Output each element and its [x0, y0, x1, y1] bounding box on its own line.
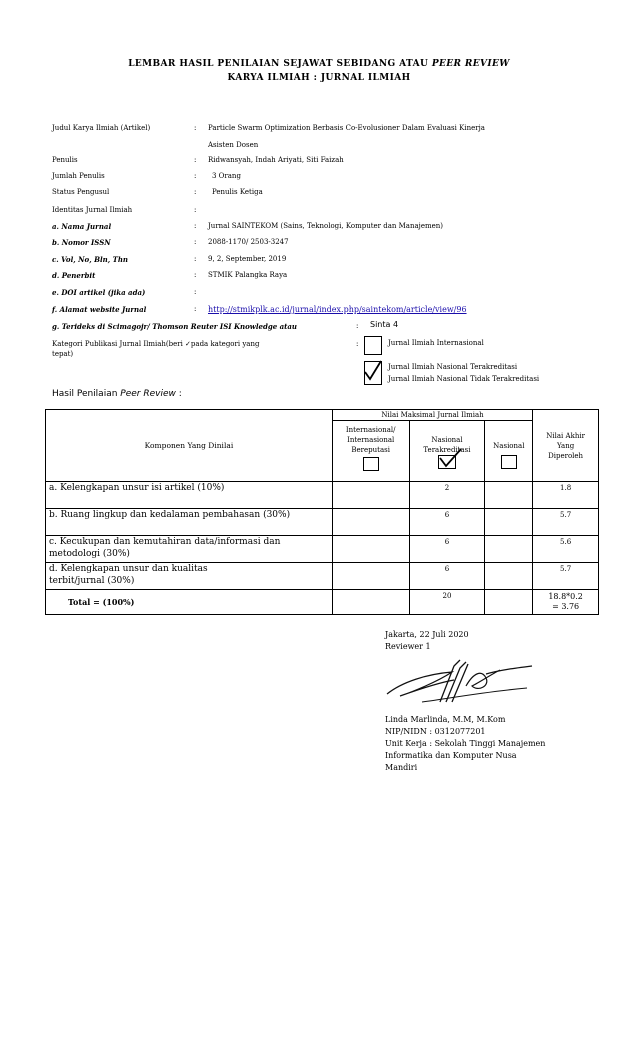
final-cell: 5.7: [533, 509, 599, 536]
judul-value: Particle Swarm Optimization Berbasis Co-Evolusioner Dalam Evaluasi Kinerja: [208, 124, 485, 132]
max-cell: 6: [409, 509, 485, 536]
terindeks-label: g. Terideks di Scimagojr/ Thomson Reuter ISI Knowledge atau: [52, 322, 298, 331]
table-row: [46, 482, 599, 509]
jumlah-value: 3 Orang: [212, 172, 241, 180]
identitas-label: Identitas Jurnal Ilmiah: [52, 206, 133, 214]
colon: :: [194, 188, 197, 196]
colon: :: [194, 222, 197, 230]
status-label: Status Pengusul: [52, 188, 110, 196]
check-icon: [437, 448, 463, 468]
reviewer-unit-cont: Informatika dan Komputer Nusa: [385, 751, 517, 760]
hasil-prefix: Hasil Penilaian: [52, 389, 121, 399]
table-row: [46, 563, 599, 590]
criteria-cell: a. Kelengkapan unsur isi artikel (10%): [46, 482, 333, 509]
vol-value: 9, 2, September, 2019: [208, 255, 287, 263]
issn-value: 2088-1170/ 2503-3247: [208, 238, 289, 246]
empty-cell: [332, 590, 409, 615]
penulis-label: Penulis: [52, 156, 78, 164]
kategori-option-2: Jurnal Ilmiah Nasional Terakreditasi: [388, 363, 518, 371]
col-nasional-terakreditasi: [409, 421, 485, 482]
check-icon: [364, 360, 382, 382]
hasil-penilaian-label: [52, 389, 182, 399]
kategori-label: Kategori Publikasi Jurnal Ilmiah(beri ✓pada kategori yang: [52, 340, 260, 348]
empty-cell: [332, 563, 409, 590]
kategori-option-1: Jurnal Ilmiah Internasional: [388, 339, 484, 347]
colon: :: [194, 156, 197, 164]
table-row: [46, 536, 599, 563]
reviewer-unit: Unit Kerja : Sekolah Tinggi Manajemen: [385, 739, 546, 748]
col-internasional-text: Internasional/ Internasional Bereputasi: [345, 426, 396, 454]
total-final-line2: = 3.76: [552, 602, 580, 611]
colon: :: [194, 305, 197, 313]
komponen-header: Komponen Yang Dinilai: [46, 410, 333, 482]
max-cell: 6: [409, 536, 485, 563]
colon: :: [194, 288, 197, 296]
title-line1-text: LEMBAR HASIL PENILAIAN SEJAWAT SEBIDANG ATAU: [128, 59, 432, 69]
document-subtitle: KARYA ILMIAH : JURNAL ILMIAH: [227, 73, 411, 83]
colon: :: [194, 172, 197, 180]
final-cell: 5.6: [533, 536, 599, 563]
colon: :: [356, 322, 359, 330]
empty-cell: [485, 482, 533, 509]
nama-jurnal-label: a. Nama Jurnal: [52, 222, 112, 231]
criteria-cell: [46, 536, 333, 563]
journal-url-link[interactable]: http://stmikplk.ac.id/jurnal/index.php/saintekom/article/view/96: [208, 305, 467, 314]
total-final-line1: 18.8*0.2: [548, 592, 583, 601]
document-title: [0, 59, 638, 69]
empty-cell: [485, 509, 533, 536]
status-value: Penulis Ketiga: [212, 188, 263, 196]
criteria-cell: [46, 563, 333, 590]
empty-cell: [332, 509, 409, 536]
col-nasional: [485, 421, 533, 482]
max-cell: 2: [409, 482, 485, 509]
max-cell: 6: [409, 563, 485, 590]
kategori-internasional-checkbox[interactable]: [364, 336, 382, 355]
kategori-label-cont: tepat): [52, 350, 74, 358]
col-internasional: [332, 421, 409, 482]
nama-jurnal-value: Jurnal SAINTEKOM (Sains, Teknologi, Komputer dan Manajemen): [208, 222, 443, 230]
nilai-akhir-header-text: Nilai Akhir Yang Diperoleh: [546, 431, 585, 460]
alamat-label: f. Alamat website Jurnal: [52, 305, 147, 314]
total-final: [533, 590, 599, 615]
total-label: Total = (100%): [46, 590, 333, 615]
judul-label: Judul Karya Ilmiah (Artikel): [52, 124, 151, 132]
hasil-italic: Peer Review: [120, 389, 176, 399]
colon: :: [194, 206, 197, 214]
colon: :: [194, 271, 197, 279]
penulis-value: Ridwansyah, Indah Ariyati, Siti Faizah: [208, 156, 344, 164]
colon: :: [194, 238, 197, 246]
empty-cell: [332, 482, 409, 509]
reviewer-unit-cont2: Mandiri: [385, 763, 418, 772]
criteria-cell: [46, 509, 333, 536]
place-date: Jakarta, 22 Juli 2020: [385, 630, 469, 639]
score-table: [45, 409, 599, 615]
empty-cell: [332, 536, 409, 563]
criteria-text: b. Ruang lingkup dan kedalaman pembahasan (30%): [49, 510, 291, 520]
hasil-suffix: :: [175, 389, 182, 399]
nilai-maks-header: Nilai Maksimal Jurnal Ilmiah: [332, 410, 532, 421]
empty-cell: [485, 590, 533, 615]
criteria-text: c. Kecukupan dan kemutahiran data/informasi dan metodologi (30%): [49, 537, 281, 559]
kategori-option-3: Jurnal Ilmiah Nasional Tidak Terakreditasi: [388, 375, 540, 383]
title-peer-review: PEER REVIEW: [431, 59, 510, 69]
empty-cell: [485, 563, 533, 590]
jumlah-label: Jumlah Penulis: [52, 172, 105, 180]
empty-cell: [485, 536, 533, 563]
nasional-checkbox[interactable]: [501, 455, 517, 469]
reviewer-name: Linda Marlinda, M.M, M.Kom: [385, 715, 506, 724]
final-cell: 1.8: [533, 482, 599, 509]
nilai-akhir-header: [533, 410, 599, 482]
criteria-text: d. Kelengkapan unsur dan kualitas terbit/jurnal (30%): [49, 564, 208, 586]
table-row: [46, 509, 599, 536]
total-row: [46, 590, 599, 615]
vol-label: c. Vol, No, Bln, Thn: [52, 255, 128, 264]
reviewer-role: Reviewer 1: [385, 642, 431, 651]
penerbit-label: d. Penerbit: [52, 271, 96, 280]
judul-value-cont: Asisten Dosen: [208, 141, 259, 149]
issn-label: b. Nomor ISSN: [52, 238, 111, 247]
reviewer-nip: NIP/NIDN : 0312077201: [385, 727, 486, 736]
doi-label: e. DOI artikel (jika ada): [52, 288, 146, 297]
col-nasional-text: Nasional: [493, 442, 525, 450]
internasional-checkbox[interactable]: [363, 457, 379, 471]
terindeks-value: Sinta 4: [370, 320, 399, 329]
total-max: 20: [409, 590, 485, 615]
signature-image: [382, 652, 542, 712]
nasional-terakreditasi-checkbox[interactable]: [438, 455, 456, 469]
col-nasional-ter-text: Nasional Terakreditasi: [423, 436, 471, 454]
kategori-nasional-terakreditasi-checkbox[interactable]: [364, 361, 382, 385]
final-cell: 5.7: [533, 563, 599, 590]
penerbit-value: STMIK Palangka Raya: [208, 271, 288, 279]
colon: :: [356, 340, 359, 348]
colon: :: [194, 255, 197, 263]
colon: :: [194, 124, 197, 132]
